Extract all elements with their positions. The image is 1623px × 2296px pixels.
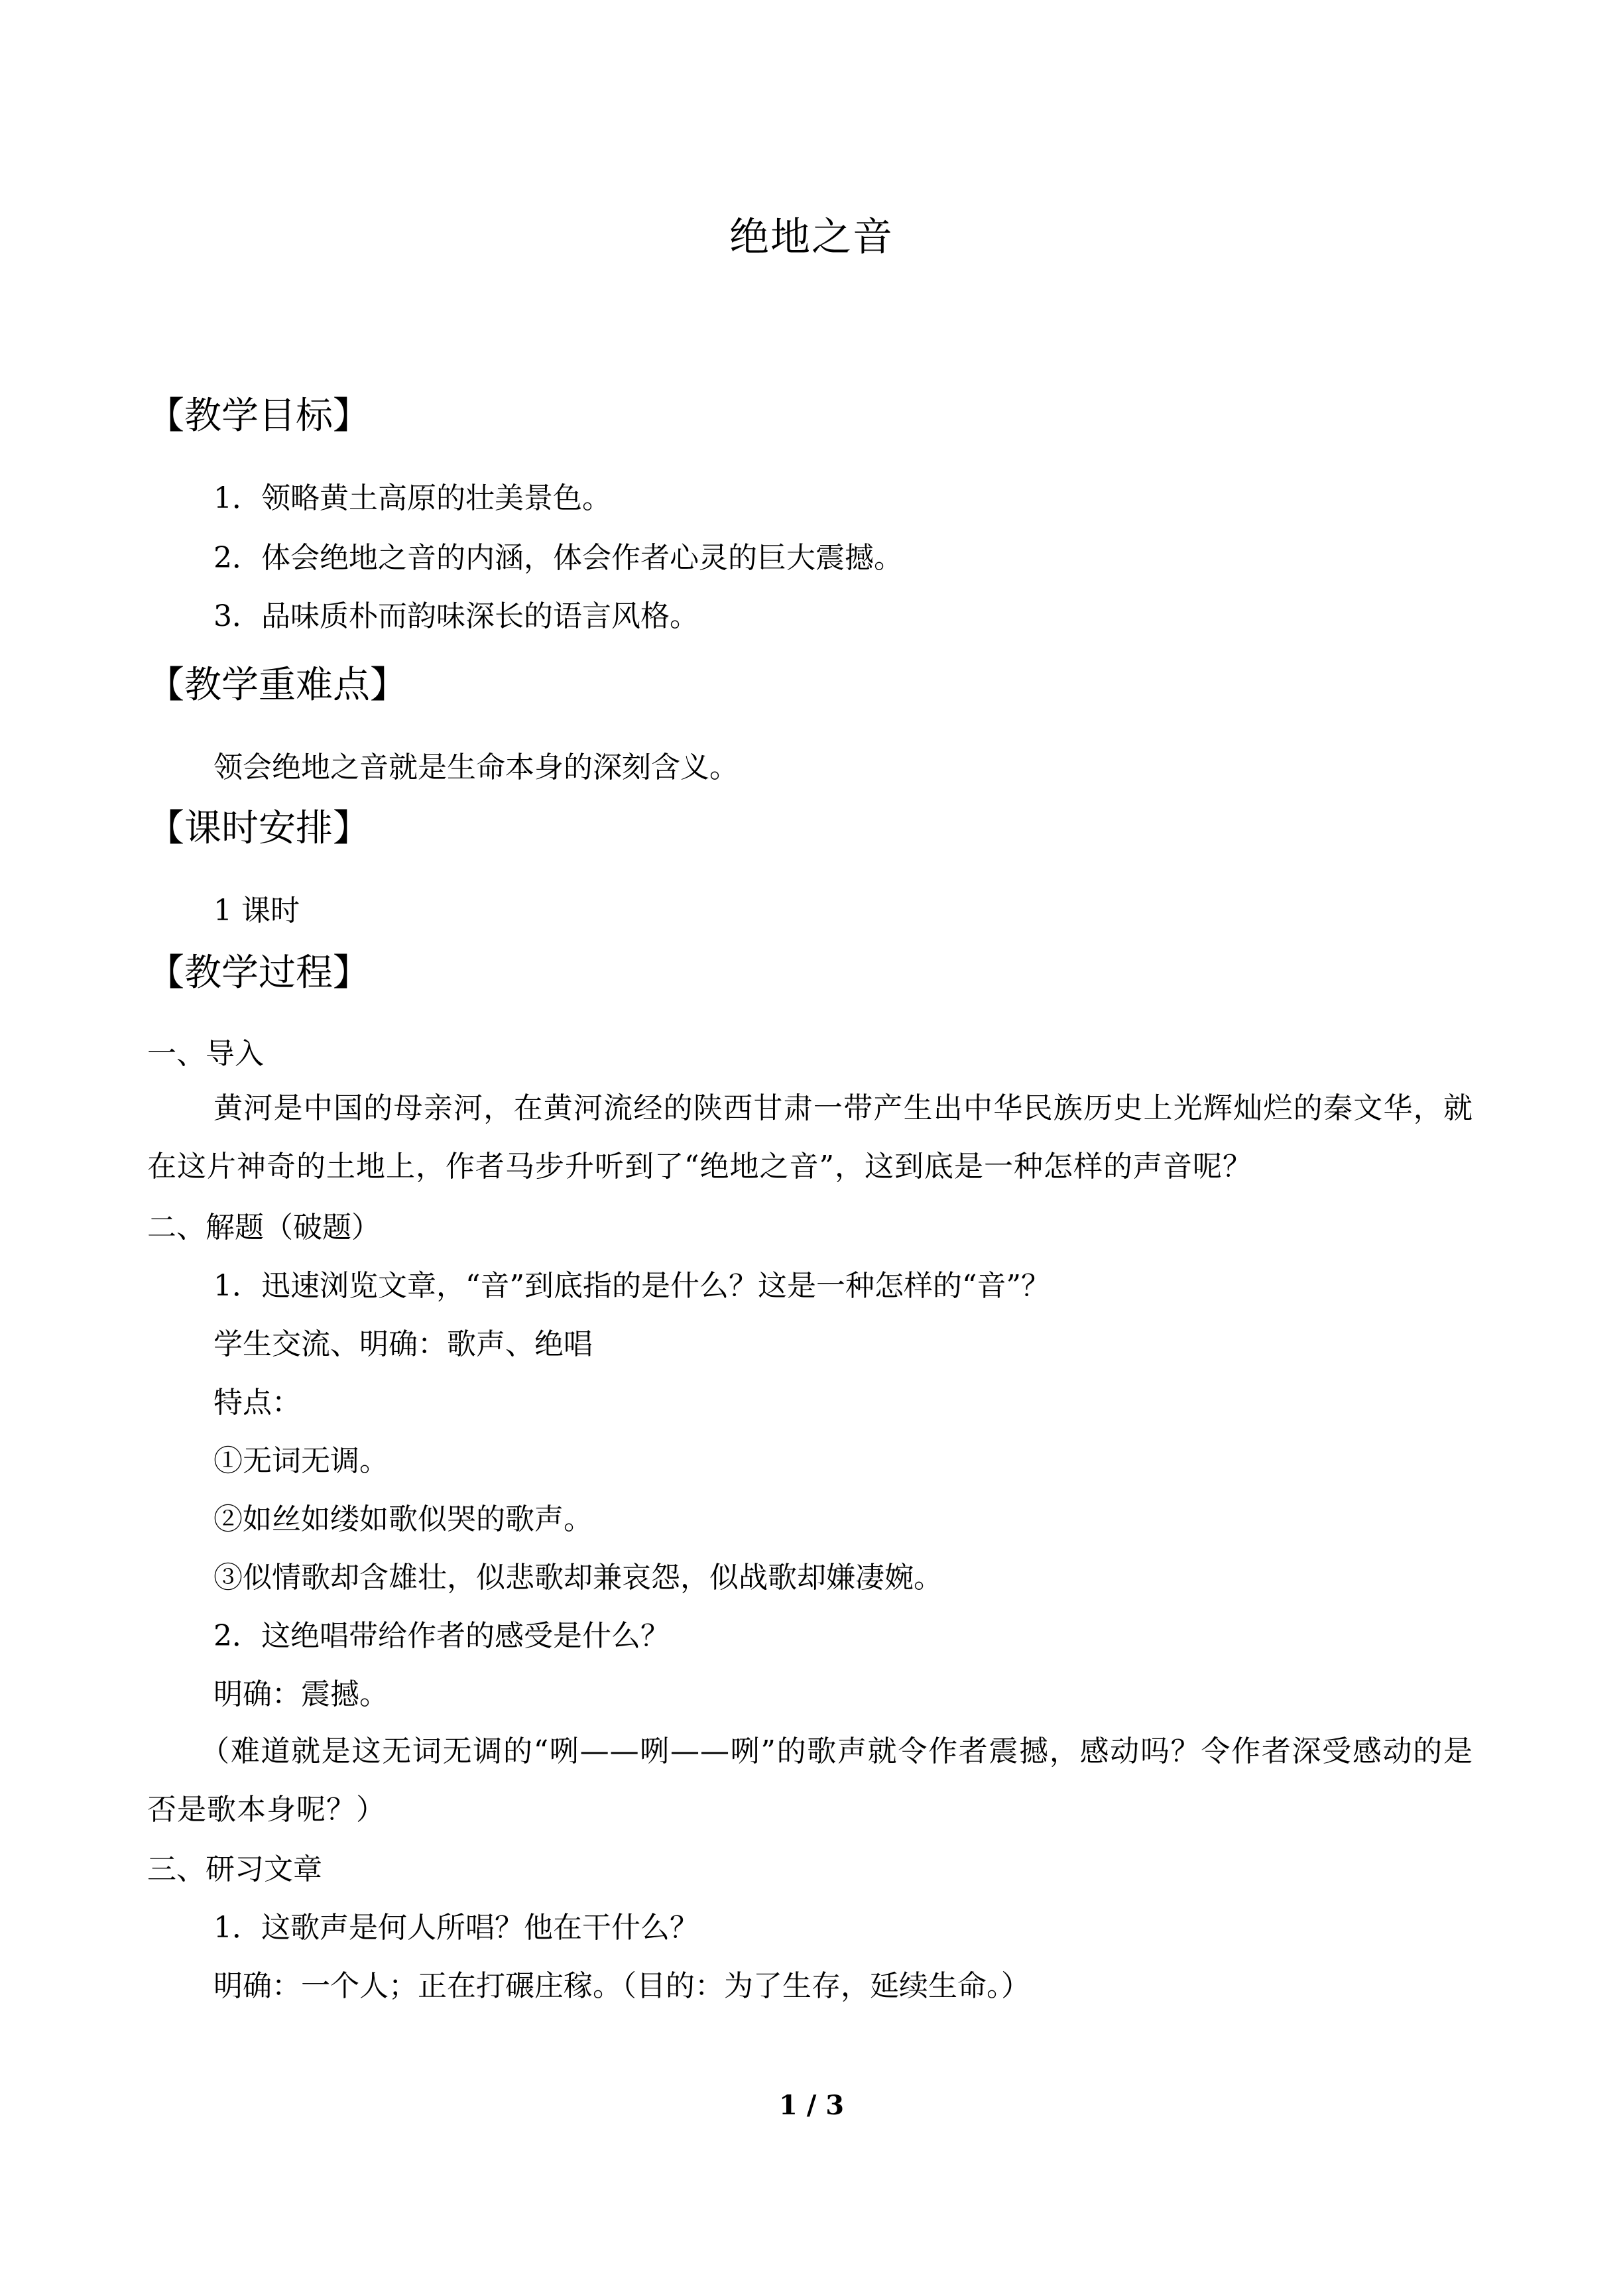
part2-answer-2: 明确：震撼。 [213,1677,389,1711]
part2-answer-1: 学生交流、明确：歌声、绝唱 [213,1327,593,1361]
process-heading: 【教学过程】 [147,951,370,995]
objective-1: 1．领略黄土高原的壮美景色。 [213,481,611,515]
part2-feature-1: ①无词无调。 [213,1444,389,1478]
schedule-heading: 【课时安排】 [147,807,370,850]
document-title: 绝地之音 [729,214,894,261]
part2-question-1: 1．迅速浏览文章，“音”到底指的是什么？这是一种怎样的“音”？ [213,1269,1050,1303]
part3-answer-1: 明确：一个人；正在打碾庄稼。（目的：为了生存，延续生命。） [213,1969,1030,2003]
objective-3: 3．品味质朴而韵味深长的语言风格。 [213,599,699,633]
part1-paragraph: 黄河是中国的母亲河，在黄河流经的陕西甘肃一带产生出中华民族历史上光辉灿烂的秦文华，就在这片神奇的土地上，作者马步升听到了“绝地之音”，这到底是一种怎样的声音呢？ [147,1091,1473,1183]
objective-2: 2．体会绝地之音的内涵，体会作者心灵的巨大震撼。 [213,541,903,575]
objectives-heading: 【教学目标】 [147,394,370,438]
part2-note: （难道就是这无词无调的“咧——咧——咧”的歌声就令作者震撼，感动吗？令作者深受感动的是否是歌本身呢？） [147,1734,1473,1827]
part2-features-label: 特点： [213,1386,301,1420]
part3-question-1: 1．这歌声是何人所唱？他在干什么？ [213,1911,699,1945]
part2-feature-2: ②如丝如缕如歌似哭的歌声。 [213,1502,593,1536]
part3-title: 三、研习文章 [147,1852,322,1886]
part2-question-2: 2．这绝唱带给作者的感受是什么？ [213,1619,670,1653]
part1-title: 一、导入 [147,1037,264,1071]
page-number: 1 / 3 [778,2090,845,2121]
part2-feature-3: ③似情歌却含雄壮，似悲歌却兼哀怨，似战歌却嫌凄婉。 [213,1561,943,1595]
part2-title: 二、解题（破题） [147,1211,381,1244]
schedule-text: 1 课时 [213,894,300,928]
difficulty-heading: 【教学重难点】 [147,664,407,707]
difficulty-text: 领会绝地之音就是生命本身的深刻含义。 [213,751,739,784]
